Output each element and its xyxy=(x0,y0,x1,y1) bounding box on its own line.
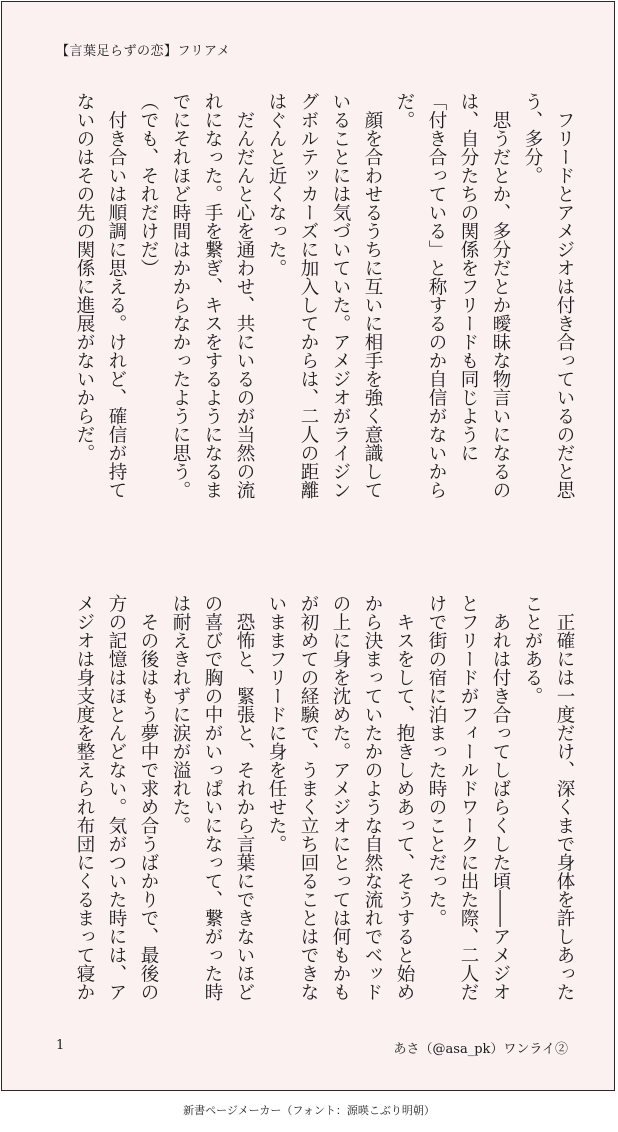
text-line: ないのはその先の関係に進展がないからだ。 xyxy=(74,92,95,462)
text-line: けで街の宿に泊まった時のことだった。 xyxy=(426,594,447,927)
text-column-bottom xyxy=(60,594,580,1084)
text-line: から決まっていたかのような自然な流れでベッド xyxy=(362,594,383,1001)
text-line: が初めての経験で、うまく立ち回ることはできな xyxy=(298,594,319,1001)
author-credit: あさ（@asa_pk）ワンライ② xyxy=(393,1042,568,1057)
text-line: 「付き合っている」と称するのか自信がないから xyxy=(426,92,447,499)
book-page xyxy=(1,1,615,1091)
text-line: その後はもう夢中で求め合うばかりで、最後の xyxy=(138,594,159,1001)
text-line: 正確には一度だけ、深くまで身体を許しあった xyxy=(554,594,575,1001)
text-line: は耐えきれずに涙が溢れた。 xyxy=(170,594,191,835)
text-line: でにそれほど時間はかからなかったように思う。 xyxy=(170,92,191,499)
text-line: いままフリードに身を任せた。 xyxy=(266,594,287,853)
text-line: グボルテッカーズに加入してからは、二人の距離 xyxy=(298,92,319,499)
text-line: とフリードがフィールドワークに出た際、二人だ xyxy=(458,594,479,1001)
text-line: だ。 xyxy=(394,92,415,129)
text-line: は、自分たちの関係をフリードも同じように xyxy=(458,92,479,462)
text-line: はぐんと近くなった。 xyxy=(266,92,287,277)
text-line: 顔を合わせるうちに互いに相手を強く意識して xyxy=(362,92,383,499)
text-line: いることには気づいていた。アメジオがライジン xyxy=(330,92,351,499)
text-line: の喜びで胸の中がいっぱいになって、繋がった時 xyxy=(202,594,223,1001)
text-line: 付き合いは順調に思える。けれど、確信が持て xyxy=(106,92,127,499)
text-line: だんだんと心を通わせ、共にいるのが当然の流 xyxy=(234,92,255,499)
text-column-top xyxy=(60,92,580,582)
page-header-title: 【言葉足らずの恋】フリアメ xyxy=(56,44,231,59)
text-line: キスをして、抱きしめあって、そうすると始め xyxy=(394,594,415,1001)
text-line: （でも、それだけだ） xyxy=(138,92,159,277)
text-line: れになった。手を繋ぎ、キスをするようになるま xyxy=(202,92,223,499)
page-number: 1 xyxy=(56,1038,65,1053)
text-line: 恐怖と、緊張と、それから言葉にできないほど xyxy=(234,594,255,1001)
text-line: ことがある。 xyxy=(522,594,543,705)
text-line: あれは付き合ってしばらくした頃――アメジオ xyxy=(490,594,511,1001)
text-line: メジオは身支度を整えられ布団にくるまって寝か xyxy=(74,594,95,1001)
generator-caption: 新書ページメーカー（フォント：源暎こぶり明朝） xyxy=(183,1104,435,1117)
text-line: の上に身を沈めた。アメジオにとっては何もかも xyxy=(330,594,351,1001)
text-line: 方の記憶はほとんどない。気がついた時には、ア xyxy=(106,594,127,1001)
text-line: 思うだとか、多分だとか曖昧な物言いになるの xyxy=(490,92,511,499)
text-line: う、多分。 xyxy=(522,92,543,185)
text-line: フリードとアメジオは付き合っているのだと思 xyxy=(554,92,575,499)
